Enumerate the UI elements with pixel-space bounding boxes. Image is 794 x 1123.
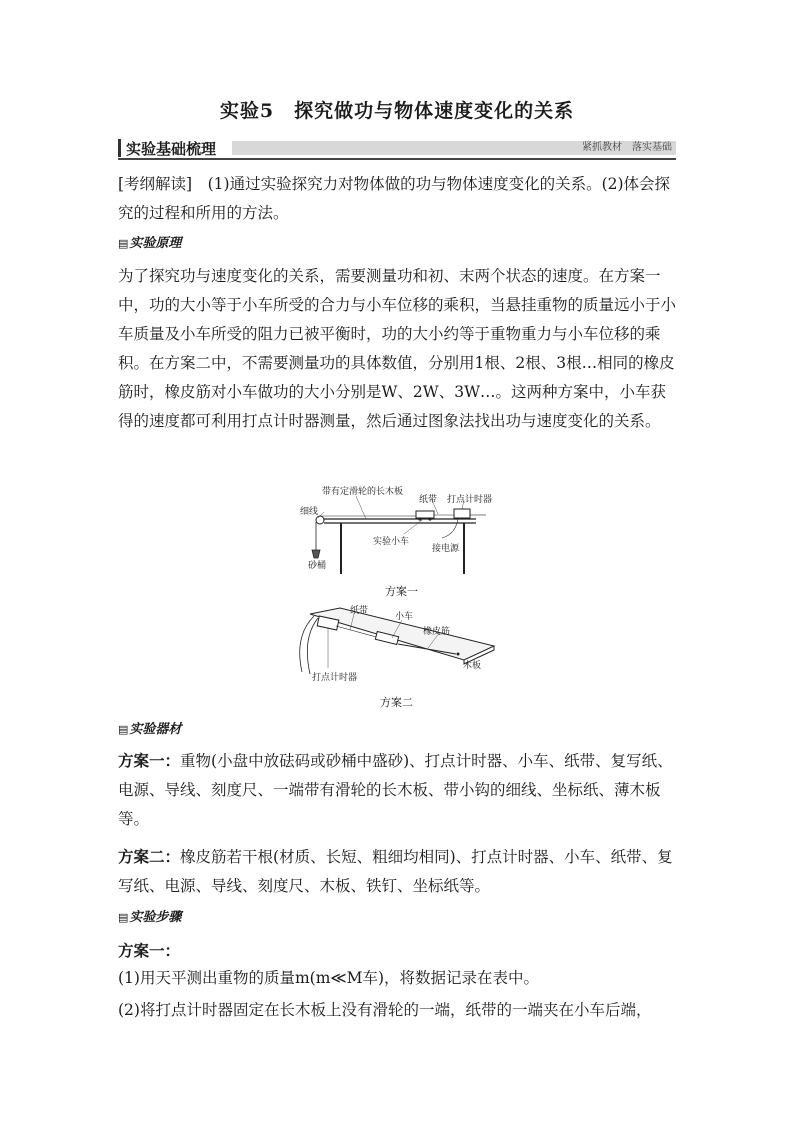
steps-plan1-label-text: 方案一： [118, 941, 181, 960]
steps-heading [118, 906, 181, 925]
fig2-label-tape: 纸带 [350, 606, 369, 616]
materials-plan1-text: 重物(小盘中放砝码或砂桶中盛砂)、打点计时器、小车、纸带、复写纸、电源、导线、刻度尺、一端带有滑轮的长木板、带小钩的细线、坐标纸、薄木板等。 [118, 752, 673, 828]
fig2-label-timer: 打点计时器 [312, 673, 358, 683]
section-heading: 实验基础梳理 [126, 140, 217, 158]
kaogang-tag: [考纲解读] [118, 175, 193, 193]
materials-plan1-paragraph [118, 746, 678, 834]
kaogang-paragraph [118, 170, 678, 228]
figure-plan2-caption: 方案二 [380, 696, 413, 709]
materials-plan2-text: 橡皮筋若干根(材质、长短、粗细均相同)、打点计时器、小车、纸带、复写纸、电源、导线、刻度尺、木板、铁钉、坐标纸等。 [118, 848, 673, 895]
page-title: 实验5 探究做功与物体速度变化的关系 [219, 100, 575, 122]
step-2: (2)将打点计时器固定在长木板上没有滑轮的一端，纸带的一端夹在小车后端， [118, 1001, 652, 1019]
fig1-label-tape: 纸带 [419, 495, 438, 505]
section-header-marker [118, 139, 121, 157]
fig2-label-cart: 小车 [395, 612, 414, 622]
steps-plan1-label [118, 936, 678, 966]
section-header [118, 138, 676, 160]
fig1-label-string: 细线 [300, 507, 319, 517]
step-1: (1)用天平测出重物的质量m(m≪M车)，将数据记录在表中。 [118, 969, 540, 987]
heading-marker-icon: ▤ [118, 911, 129, 924]
kaogang-text: (1)通过实验探究力对物体做的功与物体速度变化的关系。(2)体会探究的过程和所用的方法。 [118, 175, 671, 222]
fig1-label-power: 接电源 [432, 544, 460, 554]
section-header-tagline: 紧抓教材 落实基础 [232, 141, 676, 155]
fig1-label-cart: 实验小车 [373, 537, 410, 547]
materials-heading-text: 实验器材 [129, 722, 182, 737]
materials-heading [118, 718, 181, 737]
principle-heading-text: 实验原理 [129, 236, 182, 251]
steps-heading-text: 实验步骤 [129, 910, 182, 925]
fig1-label-timer: 打点计时器 [447, 495, 493, 505]
principle-paragraph: 为了探究功与速度变化的关系，需要测量功和初、末两个状态的速度。在方案一中，功的大小等于小车所受的合力与小车位移的乘积，当悬挂重物的质量远小于小车质量及小车所受的阻力已被平衡时，功的大小约等于重物重力与小车位移的乘积。在方案二中，不需要测量功的具体数值，分别用1根、2根、3根…相同的橡皮筋时，橡皮筋对小车做功的大小分别是W、2W、3W…。这两种方案中，小车获得的速度都可利用打点计时器测量，然后通过图象法找出功与速度变化的关系。 [118, 267, 677, 430]
fig2-label-rubber: 橡皮筋 [423, 627, 451, 637]
heading-marker-icon: ▤ [118, 723, 129, 736]
fig1-label-board: 带有定滑轮的长木板 [322, 487, 404, 497]
principle-heading [118, 232, 181, 251]
fig1-label-bucket: 砂桶 [308, 561, 327, 571]
materials-plan1-label: 方案一： [118, 751, 181, 770]
figure-plan1-caption: 方案一 [385, 585, 418, 598]
materials-plan2-label: 方案二： [118, 847, 181, 866]
materials-plan2-paragraph [118, 842, 678, 901]
fig2-label-board: 木板 [463, 661, 482, 671]
heading-marker-icon: ▤ [118, 237, 129, 250]
